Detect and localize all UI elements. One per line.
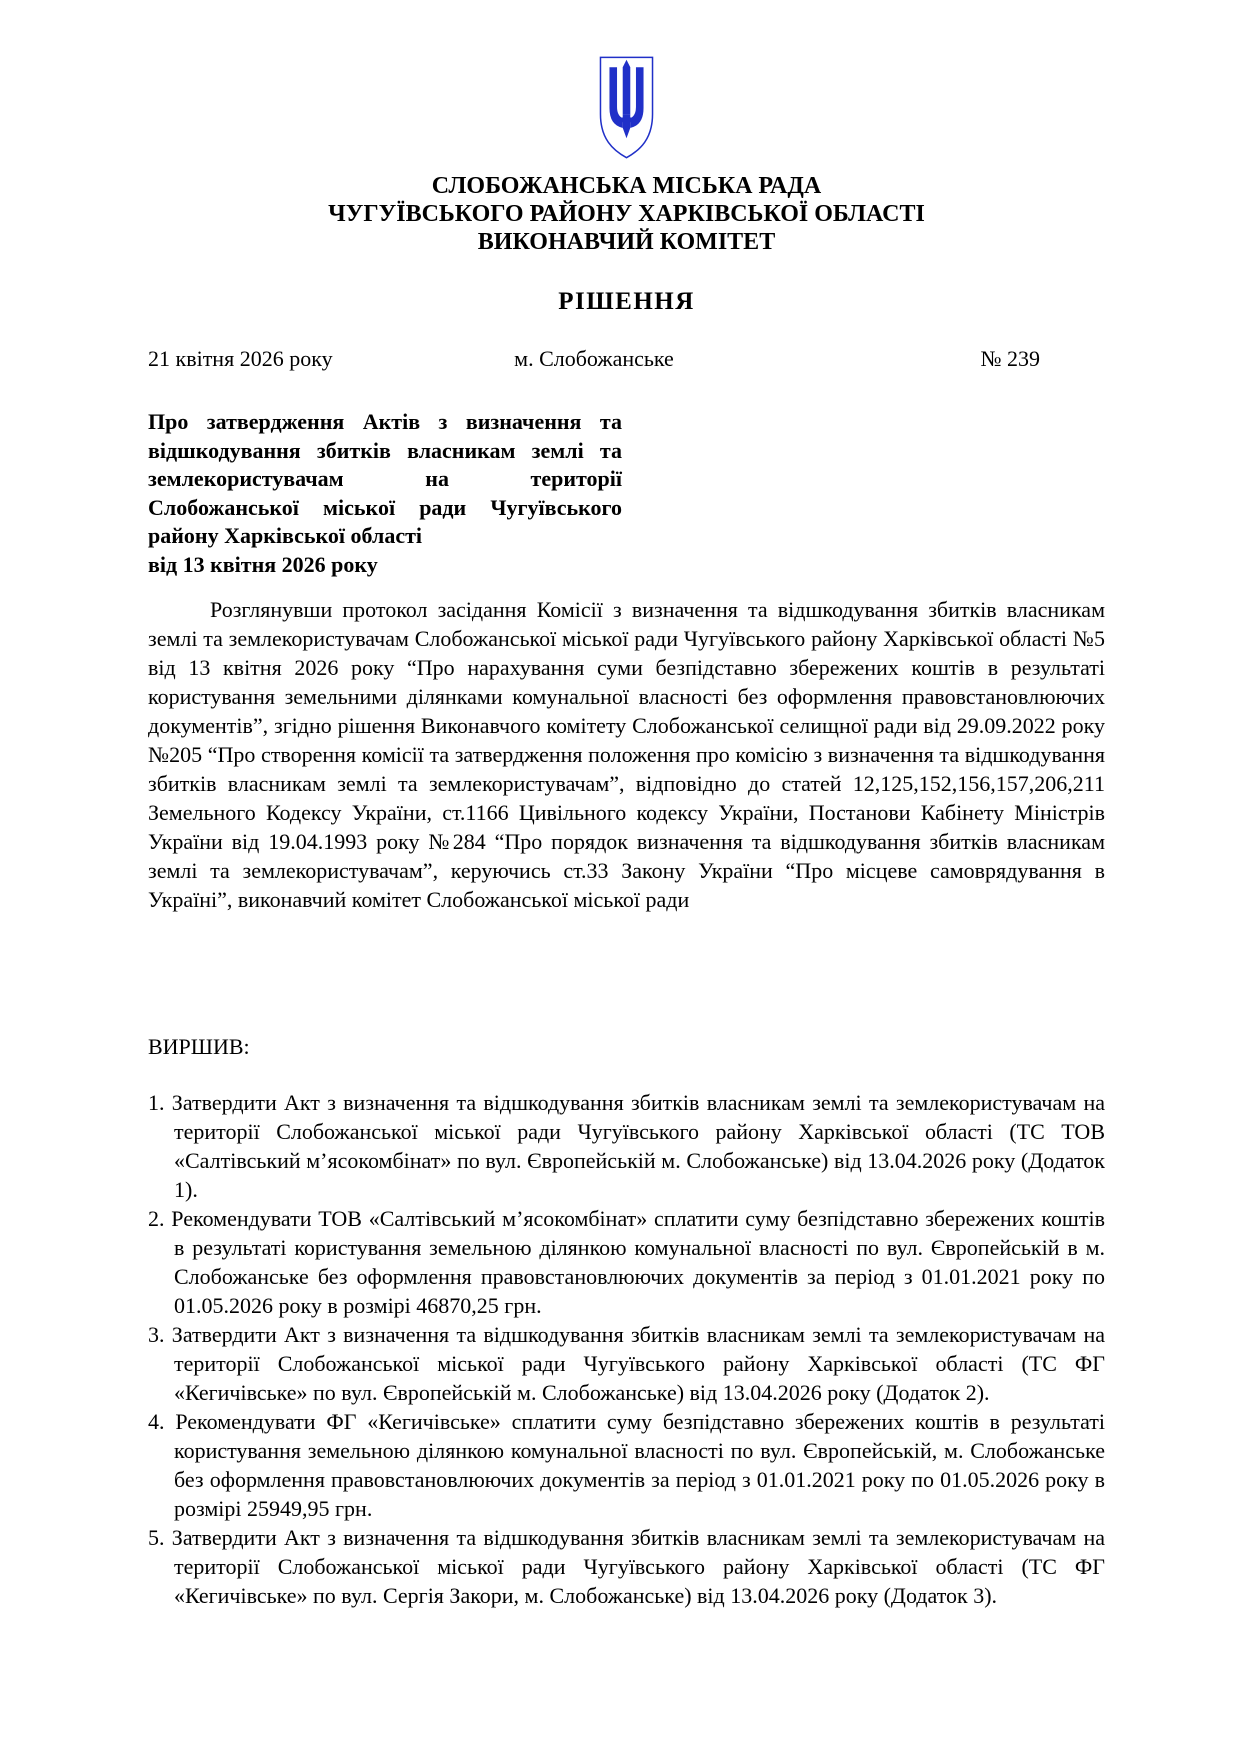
org-line-2: ЧУГУЇВСЬКОГО РАЙОНУ ХАРКІВСЬКОЇ ОБЛАСТІ bbox=[328, 201, 925, 227]
item-number: 3. bbox=[148, 1322, 165, 1347]
org-line-3: ВИКОНАВЧИЙ КОМІТЕТ bbox=[477, 229, 776, 255]
item-text: Затвердити Акт з визначення та відшкодування збитків власникам землі та землекористувачам на території Слобожанської міської ради Чугуївського району Харківської області (ТС ФГ «Кегичівське» по вул. Європейській м. Слобожанське) від 13.04.2026 року (Додаток 2). bbox=[171, 1322, 1105, 1405]
list-item bbox=[148, 1523, 1105, 1610]
item-number: 1. bbox=[148, 1090, 165, 1115]
document-number: № 239 bbox=[980, 346, 1040, 371]
resolution-list bbox=[148, 1088, 1105, 1610]
list-item bbox=[148, 1088, 1105, 1204]
preamble-paragraph: Розглянувши протокол засідання Комісії з визначення та відшкодування збитків власникам землі та землекористувачам Слобожанської міської ради Чугуївського району Харківської області №5 від 13 квітня 2026 року “Про нарахування суми безпідставно збережених коштів в результаті користування земельними ділянками комунальної власності без оформлення правовстановлюючих документів”, згідно рішення Виконавчого комітету Слобожанської селищної ради від 29.09.2022 року №205 “Про створення комісії та затвердження положення про комісію з визначення та відшкодування збитків власникам землі та землекористувачам”, відповідно до статей 12,125,152,156,157,206,211 Земельного Кодексу України, ст.1166 Цивільного кодексу України, Постанови Кабінету Міністрів України від 19.04.1993 року №284 “Про порядок визначення та відшкодування збитків власникам землі та землекористувачам”, керуючись ст.33 Закону України “Про місцеве самоврядування в Україні”, виконавчий комітет Слобожанської міської ради bbox=[148, 597, 1105, 912]
item-number: 5. bbox=[148, 1525, 165, 1550]
org-name-block bbox=[148, 172, 1105, 256]
item-text: Рекомендувати ФГ «Кегичівське» сплатити суму безпідставно збережених коштів в результаті користування земельною ділянкою комунальної власності по вул. Європейській, м. Слобожанське без оформлення правовстановлюючих документів за період з 01.01.2021 року по 01.05.2026 року в розмірі 25949,95 грн. bbox=[174, 1409, 1106, 1521]
item-text: Затвердити Акт з визначення та відшкодування збитків власникам землі та землекористувачам на території Слобожанської міської ради Чугуївського району Харківської області (ТС ТОВ «Салтівський м’ясокомбінат» по вул. Європейській м. Слобожанське) від 13.04.2026 року (Додаток 1). bbox=[171, 1090, 1105, 1202]
subject-block: Про затвердження Актів з визначення та відшкодування збитків власникам землі та землекористувачам на території Слобожанської міської ради Чугуївського району Харківської області bbox=[148, 409, 622, 548]
document-date: 21 квітня 2026 року bbox=[148, 346, 333, 371]
list-item bbox=[148, 1407, 1105, 1523]
org-line-1: СЛОБОЖАНСЬКА МІСЬКА РАДА bbox=[431, 173, 822, 199]
list-item bbox=[148, 1204, 1105, 1320]
item-number: 4. bbox=[148, 1409, 165, 1434]
subject-date: від 13 квітня 2026 року bbox=[148, 551, 378, 577]
emblem-wrap bbox=[148, 55, 1105, 166]
list-item bbox=[148, 1320, 1105, 1407]
resolved-label: ВИРШИВ: bbox=[148, 1034, 250, 1059]
meta-row bbox=[148, 346, 1105, 372]
item-number: 2. bbox=[148, 1206, 165, 1231]
item-text: Рекомендувати ТОВ «Салтівський м’ясокомбінат» сплатити суму безпідставно збережених коштів в результаті користування земельною ділянкою комунальної власності по вул. Європейській в м. Слобожанське без оформлення правовстановлюючих документів за період з 01.01.2021 року по 01.05.2026 року в розмірі 46870,25 грн. bbox=[171, 1206, 1105, 1318]
ukraine-trident-icon bbox=[598, 55, 655, 161]
item-text: Затвердити Акт з визначення та відшкодування збитків власникам землі та землекористувачам на території Слобожанської міської ради Чугуївського району Харківської області (ТС ФГ «Кегичівське» по вул. Сергія Закори, м. Слобожанське) від 13.04.2026 року (Додаток 3). bbox=[171, 1525, 1105, 1608]
document-title: РІШЕННЯ bbox=[558, 288, 695, 315]
document-place: м. Слобожанське bbox=[514, 346, 674, 371]
